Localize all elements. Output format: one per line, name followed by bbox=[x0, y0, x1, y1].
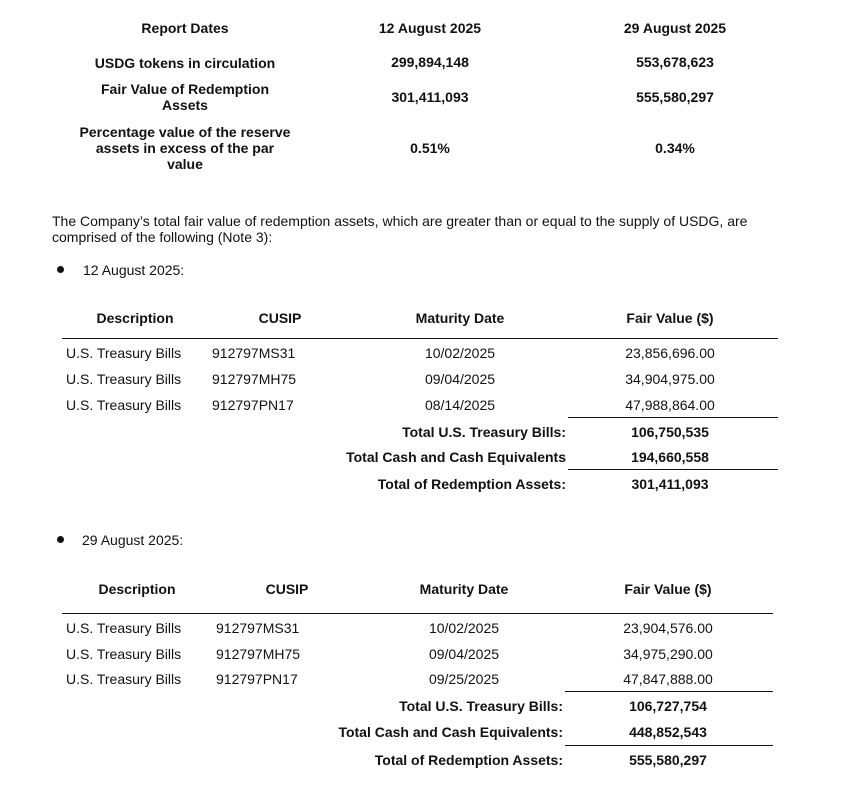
column-header-maturity: Maturity Date bbox=[419, 581, 509, 597]
total-divider bbox=[565, 745, 773, 746]
summary-header-col1: 12 August 2025 bbox=[378, 20, 482, 36]
total-value: 448,852,543 bbox=[629, 724, 707, 740]
cell-fair-value: 34,975,290.00 bbox=[623, 646, 713, 662]
summary-header-col2: 29 August 2025 bbox=[623, 20, 727, 36]
total-label: Total of Redemption Assets: bbox=[374, 752, 563, 768]
column-header-description: Description bbox=[98, 581, 176, 597]
summary-row-label-line: Assets bbox=[162, 97, 208, 113]
subtotal-divider bbox=[568, 417, 778, 418]
summary-row-value: 301,411,093 bbox=[391, 89, 469, 105]
total-value: 555,580,297 bbox=[629, 752, 707, 768]
summary-row-value: 555,580,297 bbox=[636, 89, 714, 105]
cell-description: U.S. Treasury Bills bbox=[66, 397, 182, 413]
cell-description: U.S. Treasury Bills bbox=[66, 671, 182, 687]
cell-description: U.S. Treasury Bills bbox=[66, 345, 182, 361]
total-label: Total Cash and Cash Equivalents: bbox=[338, 724, 563, 740]
total-label: Total U.S. Treasury Bills: bbox=[399, 698, 563, 714]
header-divider bbox=[62, 613, 773, 614]
column-header-description: Description bbox=[96, 310, 174, 326]
total-value: 194,660,558 bbox=[631, 449, 709, 465]
total-label: Total Cash and Cash Equivalents bbox=[346, 449, 566, 465]
column-header-fair-value: Fair Value ($) bbox=[626, 310, 714, 326]
column-header-maturity: Maturity Date bbox=[415, 310, 505, 326]
bullet-icon bbox=[57, 266, 64, 273]
cell-fair-value: 47,988,864.00 bbox=[625, 397, 715, 413]
cell-cusip: 912797PN17 bbox=[212, 397, 294, 413]
cell-description: U.S. Treasury Bills bbox=[66, 371, 182, 387]
cell-maturity: 08/14/2025 bbox=[424, 397, 496, 413]
summary-row-value: 553,678,623 bbox=[636, 54, 714, 70]
summary-row-label bbox=[65, 124, 305, 172]
intro-paragraph bbox=[52, 213, 812, 245]
cell-fair-value: 23,904,576.00 bbox=[623, 620, 713, 636]
cell-cusip: 912797MS31 bbox=[212, 345, 296, 361]
cell-maturity: 10/02/2025 bbox=[428, 620, 500, 636]
cell-cusip: 912797MS31 bbox=[216, 620, 300, 636]
summary-row-label-line: Percentage value of the reserve bbox=[79, 124, 291, 140]
bullet-icon bbox=[57, 536, 64, 543]
total-divider bbox=[568, 469, 778, 470]
summary-row-value: 0.34% bbox=[655, 140, 695, 156]
column-header-cusip: CUSIP bbox=[265, 581, 309, 597]
summary-row-label-line: value bbox=[167, 156, 203, 172]
total-value: 106,750,535 bbox=[631, 424, 709, 440]
cell-cusip: 912797MH75 bbox=[212, 371, 297, 387]
total-value: 301,411,093 bbox=[631, 476, 709, 492]
cell-maturity: 10/02/2025 bbox=[424, 345, 496, 361]
cell-fair-value: 23,856,696.00 bbox=[625, 345, 715, 361]
summary-row-label: USDG tokens in circulation bbox=[94, 55, 276, 71]
header-divider bbox=[62, 338, 778, 339]
cell-description: U.S. Treasury Bills bbox=[66, 620, 182, 636]
intro-paragraph-line: comprised of the following (Note 3): bbox=[52, 229, 273, 245]
section-bullet-label: 12 August 2025: bbox=[83, 262, 185, 278]
cell-maturity: 09/04/2025 bbox=[424, 371, 496, 387]
summary-row-label-line: assets in excess of the par bbox=[95, 140, 275, 156]
column-header-cusip: CUSIP bbox=[258, 310, 302, 326]
cell-maturity: 09/25/2025 bbox=[428, 671, 500, 687]
total-label: Total of Redemption Assets: bbox=[377, 476, 566, 492]
cell-description: U.S. Treasury Bills bbox=[66, 646, 182, 662]
column-header-fair-value: Fair Value ($) bbox=[624, 581, 712, 597]
summary-header-label: Report Dates bbox=[141, 20, 229, 36]
summary-row-value: 0.51% bbox=[410, 140, 450, 156]
subtotal-divider bbox=[565, 691, 773, 692]
total-value: 106,727,754 bbox=[629, 698, 707, 714]
intro-paragraph-line: The Company’s total fair value of redemption assets, which are greater than or equal to the supply of USDG, are bbox=[52, 213, 748, 229]
cell-fair-value: 34,904,975.00 bbox=[625, 371, 715, 387]
cell-maturity: 09/04/2025 bbox=[428, 646, 500, 662]
cell-cusip: 912797MH75 bbox=[216, 646, 301, 662]
section-bullet-label: 29 August 2025: bbox=[82, 532, 184, 548]
cell-fair-value: 47,847,888.00 bbox=[623, 671, 713, 687]
summary-row-label bbox=[65, 81, 305, 113]
total-label: Total U.S. Treasury Bills: bbox=[402, 424, 566, 440]
summary-row-value: 299,894,148 bbox=[391, 54, 469, 70]
cell-cusip: 912797PN17 bbox=[216, 671, 298, 687]
summary-row-label-line: Fair Value of Redemption bbox=[100, 81, 270, 97]
